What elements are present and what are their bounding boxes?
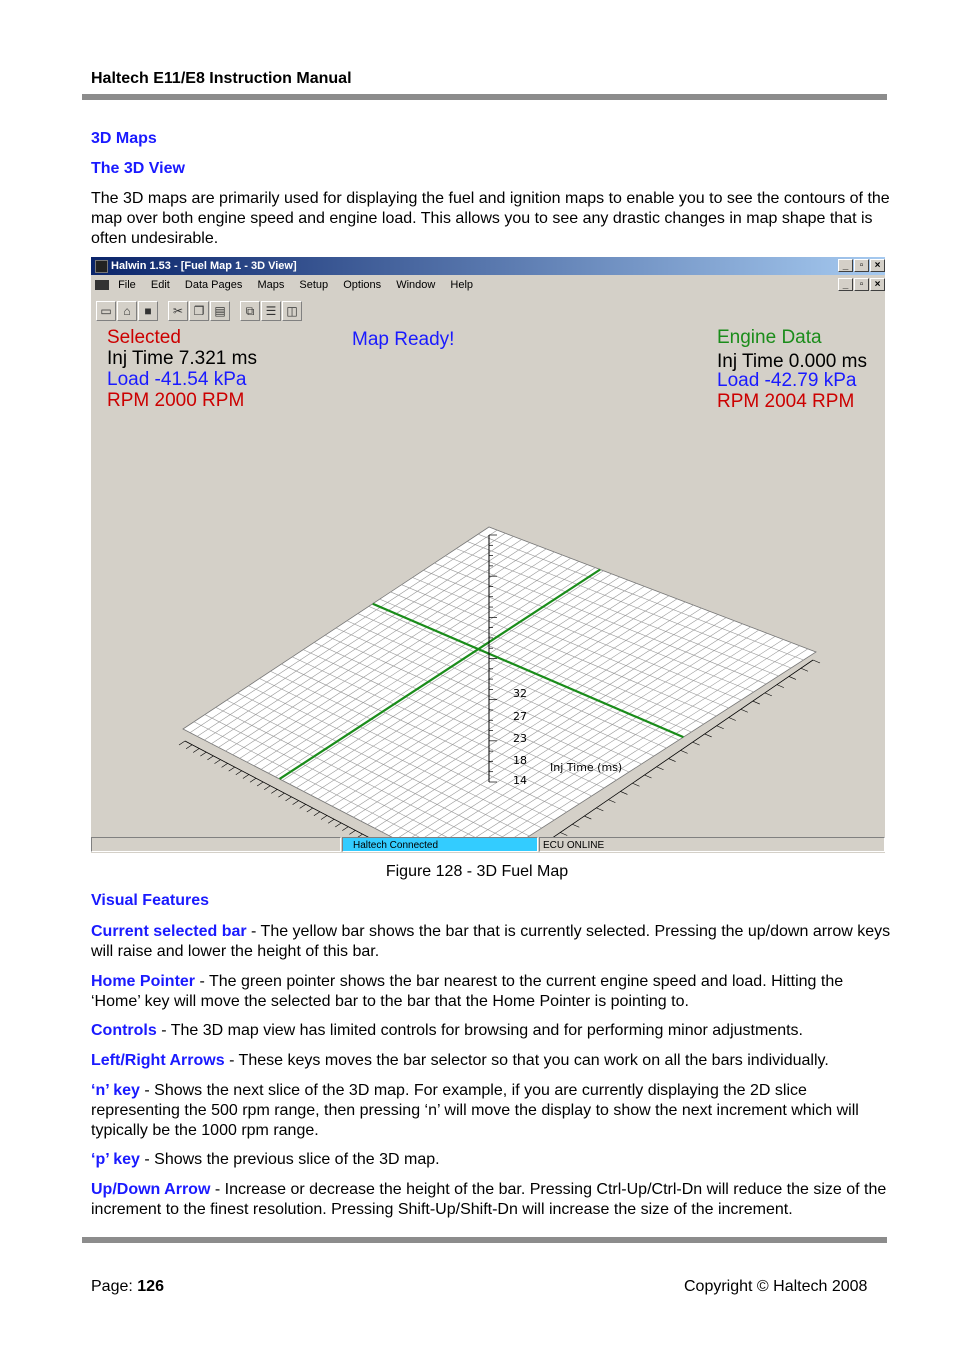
load-tick — [620, 791, 627, 794]
open-icon[interactable]: ⌂ — [117, 301, 137, 321]
document-icon — [95, 280, 109, 290]
restore-button[interactable]: ▫ — [854, 259, 869, 272]
rpm-tick — [229, 767, 235, 771]
rpm-tick — [271, 789, 277, 793]
rpm-tick — [314, 812, 320, 816]
load-tick — [584, 816, 591, 819]
load-tick — [632, 783, 639, 786]
z-tick-label: 14 — [513, 774, 527, 787]
feature-item: ‘p’ key - Shows the previous slice of the 3D map. — [91, 1151, 440, 1168]
footer-rule — [82, 1237, 887, 1243]
rpm-tick — [215, 760, 221, 764]
rpm-tick — [257, 782, 263, 786]
new-icon[interactable]: ▭ — [96, 301, 116, 321]
fuel-map-3d-plot[interactable] — [91, 407, 885, 837]
load-tick — [693, 742, 700, 745]
copyright: Copyright © Haltech 2008 — [684, 1278, 868, 1295]
window-title: Halwin 1.53 - [Fuel Map 1 - 3D View] — [111, 260, 297, 272]
toolbar — [96, 301, 302, 323]
z-tick-label: 23 — [513, 732, 527, 745]
load-tick — [681, 750, 688, 753]
load-tick — [645, 775, 652, 778]
menu-bar — [91, 276, 885, 294]
load-tick — [669, 759, 676, 762]
selected-load: Load -41.54 kPa — [107, 369, 247, 390]
load-tick — [765, 693, 772, 696]
rpm-tick — [222, 763, 228, 767]
z-axis-label: Inj Time (ms) — [550, 761, 623, 774]
cascade-icon[interactable]: ⧉ — [240, 301, 260, 321]
rpm-tick — [293, 801, 299, 805]
rpm-tick — [349, 830, 355, 834]
header-title: Haltech E11/E8 Instruction Manual — [91, 70, 352, 87]
load-tick — [572, 824, 579, 827]
close-button[interactable]: × — [870, 259, 885, 272]
engine-heading: Engine Data — [717, 327, 822, 348]
feature-item: Current selected bar - The yellow bar shows the bar that is currently selected. Pressing the up/down arrow keys will raise and lower the height of this bar. — [91, 923, 891, 960]
paste-icon[interactable]: ▤ — [210, 301, 230, 321]
load-tick — [560, 833, 567, 836]
load-tick — [729, 718, 736, 721]
menu-file[interactable]: File — [118, 279, 136, 291]
selected-inj-time: Inj Time 7.321 ms — [107, 348, 257, 369]
load-tick — [801, 668, 808, 671]
rpm-tick — [300, 804, 306, 808]
rpm-tick — [335, 823, 341, 827]
z-tick-label: 18 — [513, 754, 527, 767]
selected-heading: Selected — [107, 327, 181, 348]
feature-item: Left/Right Arrows - These keys moves the bar selector so that you can work on all the bars individually. — [91, 1052, 829, 1069]
feature-item: Controls - The 3D map view has limited controls for browsing and for performing minor adjustments. — [91, 1022, 803, 1039]
load-tick — [657, 767, 664, 770]
tile-horizontal-icon[interactable]: ☰ — [261, 301, 281, 321]
map-status: Map Ready! — [352, 329, 455, 350]
rpm-tick — [179, 741, 185, 745]
menu-window[interactable]: Window — [396, 279, 436, 291]
rpm-tick — [328, 819, 334, 823]
rpm-tick — [207, 756, 213, 760]
load-tick — [717, 726, 724, 729]
feature-item: Up/Down Arrow - Increase or decrease the height of the bar. Pressing Ctrl-Up/Ctrl-Dn will reduce the size of the increment to the finest resolution. Pressing Shift-Up/Shift-Dn will increase the size of the increment. — [91, 1181, 887, 1218]
load-tick — [777, 685, 784, 688]
minimize-button[interactable]: _ — [838, 259, 853, 272]
figure-caption: Figure 128 - 3D Fuel Map — [385, 863, 569, 880]
rpm-tick — [264, 786, 270, 790]
rpm-tick — [200, 752, 206, 756]
load-tick — [608, 800, 615, 803]
load-tick — [789, 676, 796, 679]
z-tick-label: 27 — [513, 710, 527, 723]
title-bar — [91, 257, 885, 275]
load-tick — [705, 734, 712, 737]
rpm-tick — [321, 816, 327, 820]
rpm-tick — [342, 827, 348, 831]
z-tick-label: 32 — [513, 687, 527, 700]
surface — [183, 527, 816, 837]
status-bar — [91, 837, 885, 853]
rpm-tick — [193, 748, 199, 752]
engine-rpm: RPM 2004 RPM — [717, 391, 855, 412]
feature-item: Home Pointer - The green pointer shows the bar nearest to the current engine speed and load. Hitting the ‘Home’ key will move the selected bar to the bar that the Home Pointer is pointing to. — [91, 973, 844, 1010]
menu-setup[interactable]: Setup — [299, 279, 329, 291]
rpm-tick — [236, 771, 242, 775]
child-restore-button[interactable]: ▫ — [854, 278, 869, 291]
load-tick — [753, 701, 760, 704]
rpm-tick — [243, 775, 249, 779]
app-icon — [95, 260, 108, 273]
tile-vertical-icon[interactable]: ◫ — [282, 301, 302, 321]
app-window — [91, 257, 885, 853]
status-ecu: ECU ONLINE — [539, 837, 885, 852]
load-tick — [596, 808, 603, 811]
intro-paragraph: The 3D maps are primarily used for displaying the fuel and ignition maps to enable you to see the contours of the map over both engine speed and engine load. This allows you to see any drastic changes in map shape that is often undesirable. — [91, 190, 890, 247]
child-close-button[interactable]: × — [870, 278, 885, 291]
page-number: Page: 126 — [91, 1278, 164, 1295]
section-title: 3D Maps — [91, 130, 157, 147]
rpm-tick — [278, 793, 284, 797]
feature-item: ‘n’ key - Shows the next slice of the 3D map. For example, if you are currently displaying the 2D slice representing the 500 rpm range, then pressing ‘n’ will move the display to show the next increment which will typically be the 1000 rpm range. — [91, 1082, 859, 1139]
engine-inj-time: Inj Time 0.000 ms — [717, 351, 867, 372]
save-icon[interactable]: ■ — [138, 301, 158, 321]
copy-icon[interactable]: ❐ — [189, 301, 209, 321]
menu-edit[interactable]: Edit — [150, 279, 170, 291]
menu-data-pages[interactable]: Data Pages — [184, 279, 243, 291]
header-rule — [82, 94, 887, 100]
menu-maps[interactable]: Maps — [257, 279, 285, 291]
menu-options[interactable]: Options — [343, 279, 382, 291]
load-tick — [741, 709, 748, 712]
visual-features-title: Visual Features — [91, 892, 209, 909]
rpm-tick — [307, 808, 313, 812]
cut-icon[interactable]: ✂ — [168, 301, 188, 321]
menu-help[interactable]: Help — [450, 279, 474, 291]
section-subtitle: The 3D View — [91, 160, 185, 177]
load-tick — [813, 660, 820, 663]
status-cell-blank — [91, 837, 341, 852]
status-connected: Haltech Connected — [342, 837, 538, 852]
child-minimize-button[interactable]: _ — [838, 278, 853, 291]
selected-rpm: RPM 2000 RPM — [107, 390, 245, 411]
engine-load: Load -42.79 kPa — [717, 370, 857, 391]
rpm-tick — [250, 778, 256, 782]
rpm-tick — [186, 745, 192, 749]
rpm-tick — [286, 797, 292, 801]
